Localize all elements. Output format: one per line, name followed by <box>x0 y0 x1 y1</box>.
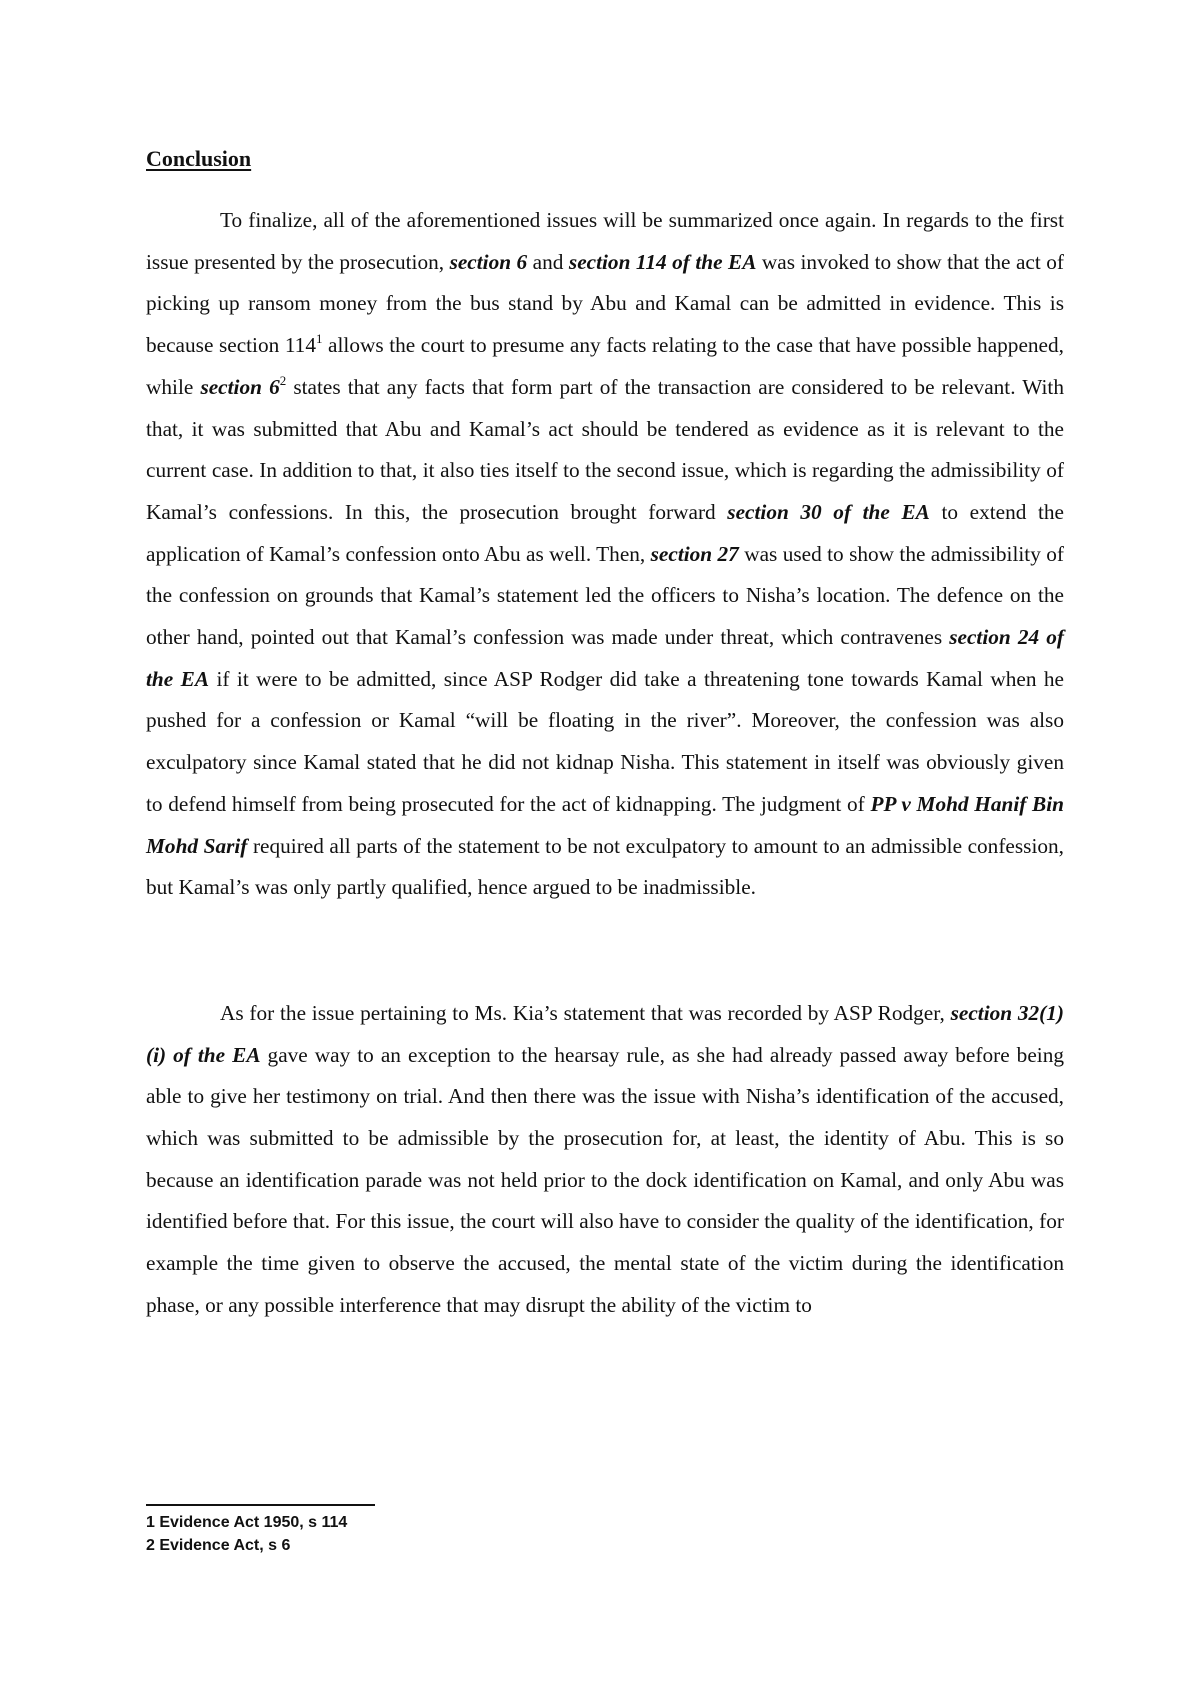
paragraph-text: was used to show the admissibility of the confession on grounds that Kamal’s statement led the officers to Nisha’s location. The defence on the other hand, pointed out that Kamal’s confession was made under threat, which contravenes <box>146 541 1064 650</box>
paragraph-text: allows the court to presume any facts relating to the case that have possible happened, while <box>146 333 1064 399</box>
document-body <box>146 142 1064 1327</box>
legal-reference: section 6 <box>449 249 528 274</box>
footnote-2: 2 Evidence Act, s 6 <box>146 1537 291 1554</box>
legal-reference: section 32(1)(i) of the EA <box>146 1000 1064 1067</box>
footnote-marker: 2 <box>279 372 287 388</box>
paragraph-text: was invoked to show that the act of picking up ransom money from the bus stand by Abu and Kamal can be admitted in evidence. This is because section 114 <box>146 249 1064 358</box>
paragraph-text: if it were to be admitted, since ASP Rodger did take a threatening tone towards Kamal when he pushed for a confession or Kamal “will be floating in the river”. Moreover, the confession was also exculpatory since Kamal stated that he did not kidnap Nisha. This statement in itself was obviously given to defend himself from being prosecuted for the act of kidnapping. The judgment of <box>146 666 1064 816</box>
legal-reference: PP v Mohd Hanif Bin Mohd Sarif <box>146 791 1064 858</box>
paragraph-text: gave way to an exception to the hearsay rule, as she had already passed away before being able to give her testimony on trial. And then there was the issue with Nisha’s identification of the accused, which was submitted to be admissible by the prosecution for, at least, the identity of Abu. This is so because an identification parade was not held prior to the dock identification on Kamal, and only Abu was identified before that. For this issue, the court will also have to consider the quality of the identification, for example the time given to observe the accused, the mental state of the victim during the identification phase, or any possible interference that may disrupt the ability of the victim to <box>146 1042 1064 1317</box>
paragraph-2 <box>146 993 1064 1327</box>
legal-reference: section 6 <box>200 374 280 399</box>
paragraph-text: states that any facts that form part of the transaction are considered to be relevant. With that, it was submitted that Abu and Kamal’s act should be tendered as evidence as it is relevant to the current case. In addition to that, it also ties itself to the second issue, which is regarding the admissibility of Kamal’s confessions. In this, the prosecution brought forward <box>146 374 1065 524</box>
footnote-separator <box>146 1504 375 1506</box>
paragraph-text: As for the issue pertaining to Ms. Kia’s statement that was recorded by ASP Rodger, <box>220 1000 951 1025</box>
legal-reference: section 114 of the EA <box>568 249 757 274</box>
legal-reference: section 24 of the EA <box>146 625 1064 691</box>
paragraph-text: required all parts of the statement to be not exculpatory to amount to an admissible confession, but Kamal’s was only partly qualified, hence argued to be inadmissible. <box>146 833 1064 900</box>
paragraph-1 <box>146 200 1064 909</box>
paragraph-text: and <box>527 249 569 274</box>
section-heading: Conclusion <box>146 146 252 171</box>
paragraph-text: to extend the application of Kamal’s confession onto Abu as well. Then, <box>146 499 1064 566</box>
footnotes <box>146 1511 347 1557</box>
footnote-marker: 1 <box>315 331 323 347</box>
paragraph-text: To finalize, all of the aforementioned issues will be summarized once again. In regards to the first issue presented by the prosecution, <box>146 208 1064 274</box>
footnote-1: 1 Evidence Act 1950, s 114 <box>146 1514 348 1531</box>
legal-reference: section 30 of the EA <box>727 499 930 524</box>
legal-reference: section 27 <box>650 541 739 566</box>
